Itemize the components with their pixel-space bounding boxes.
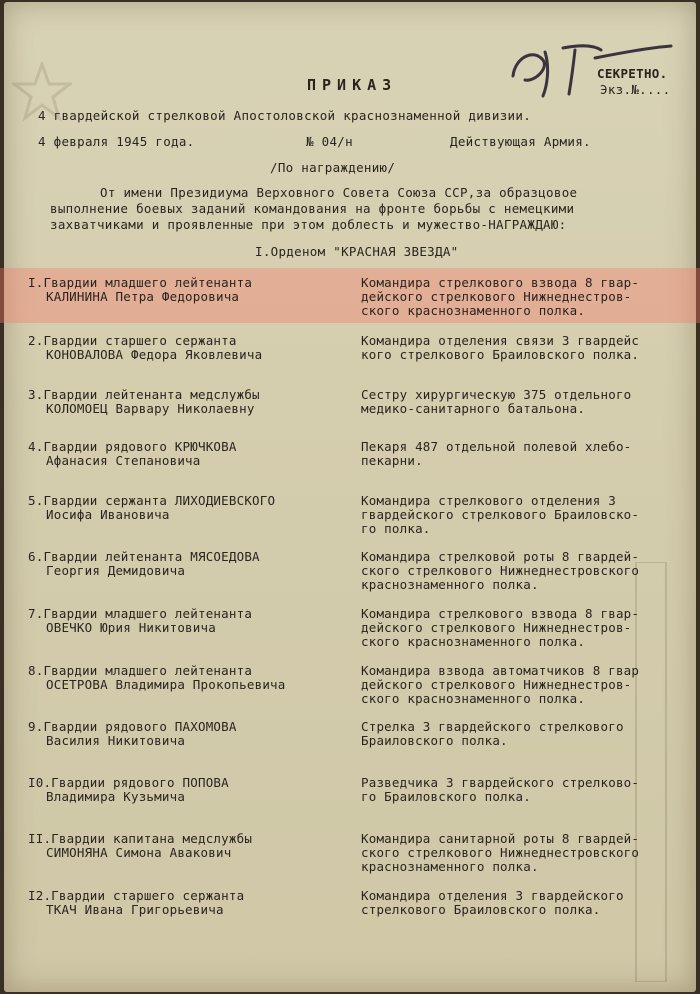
recipient-fullname: КОЛОМОЕЦ Варвару Николаевну: [46, 401, 255, 416]
recipient-fullname: КАЛИНИНА Петра Федоровича: [46, 289, 240, 304]
preamble-line-1: От имени Президиума Верховного Совета Союза ССР,за образцовое: [100, 185, 578, 200]
recipient-rank: 4.Гвардии рядового КРЮЧКОВА: [28, 439, 237, 454]
recipient-name: [28, 607, 348, 635]
document-title: ПРИКАЗ: [307, 76, 398, 94]
order-date: 4 февраля 1945 года.: [38, 134, 195, 149]
copy-number: Экз.№....: [600, 82, 671, 97]
recipient-name: [28, 334, 348, 362]
recipient-fullname: ОВЕЧКО Юрия Никитовича: [46, 620, 216, 635]
recipient-position: Командира взвода автоматчиков 8 гвар дейского стрелкового Нижнеднестров- ского краснознаменного полка.: [361, 663, 640, 706]
recipient-name: [28, 440, 348, 468]
recipient-rank: 6.Гвардии лейтенанта МЯСОЕДОВА: [28, 549, 260, 564]
recipient-fullname: Георгия Демидовича: [46, 563, 186, 578]
army-label: Действующая Армия.: [450, 134, 591, 149]
recipient-name: [28, 720, 348, 748]
recipient-fullname: Василия Никитовича: [46, 733, 186, 748]
recipient-name: [28, 494, 348, 522]
recipient-name: [28, 776, 348, 804]
recipient-name: [28, 388, 348, 416]
award-heading: I.Орденом "КРАСНАЯ ЗВЕЗДА": [255, 244, 459, 259]
recipient-position: Командира стрелкового отделения 3 гвардейского стрелкового Браиловско- го полка.: [361, 493, 640, 536]
recipient-position: Пекаря 487 отдельной полевой хлебо- пекарни.: [361, 439, 632, 468]
recipient-fullname: Афанасия Степановича: [46, 453, 201, 468]
preamble-line-2: выполнение боевых заданий командования на фронте борьбы с немецкими: [50, 201, 575, 216]
recipient-fullname: СИМОНЯНА Симона Авакович: [46, 845, 232, 860]
recipient-rank: 3.Гвардии лейтенанта медслужбы: [28, 387, 260, 402]
recipient-fullname: Иосифа Ивановича: [46, 507, 170, 522]
recipient-position: Разведчика 3 гвардейского стрелково- го Браиловского полка.: [361, 775, 640, 804]
recipient-rank: 9.Гвардии рядового ПАХОМОВА: [28, 719, 237, 734]
recipient-rank: I2.Гвардии старшего сержанта: [28, 888, 245, 903]
recipient-position: Командира отделения связи 3 гвардейс кого стрелкового Браиловского полка.: [361, 333, 640, 362]
recipient-rank: 5.Гвардии сержанта ЛИХОДИЕВСКОГО: [28, 493, 276, 508]
order-number: № 04/н: [306, 134, 353, 149]
recipient-position: Командира санитарной роты 8 гвардей- ского стрелкового Нижнеднестровского краснознаменного полка.: [361, 831, 640, 874]
recipient-fullname: ОСЕТРОВА Владимира Прокопьевича: [46, 677, 286, 692]
recipient-fullname: Владимира Кузьмича: [46, 789, 186, 804]
division-name: 4 гвардейской стрелковой Апостоловской краснознаменной дивизии.: [38, 108, 532, 123]
recipient-rank: I0.Гвардии рядового ПОПОВА: [28, 775, 229, 790]
recipient-name: [28, 889, 348, 917]
recipient-name: [28, 550, 348, 578]
recipient-name: [28, 276, 348, 304]
preamble-line-3: захватчиками и проявленные при этом доблесть и мужество-НАГРАЖДАЮ:: [50, 217, 567, 232]
secrecy-mark: СЕКРЕТНО.: [597, 66, 668, 81]
recipient-name: [28, 832, 348, 860]
recipient-rank: II.Гвардии капитана медслужбы: [28, 831, 253, 846]
recipient-position: Сестру хирургическую 375 отдельного медико-санитарного батальона.: [361, 387, 632, 416]
recipient-name: [28, 664, 348, 692]
recipient-position: Командира стрелкового взвода 8 гвар- дейского стрелкового Нижнеднестров- ского краснознаменного полка.: [361, 275, 640, 318]
recipient-position: Стрелка 3 гвардейского стрелкового Браиловского полка.: [361, 719, 624, 748]
recipient-position: Командира отделения 3 гвардейского стрелкового Браиловского полка.: [361, 888, 624, 917]
order-subject: /По награждению/: [270, 160, 396, 175]
recipient-rank: 2.Гвардии старшего сержанта: [28, 333, 237, 348]
recipient-fullname: КОНОВАЛОВА Федора Яковлевича: [46, 347, 263, 362]
recipient-rank: I.Гвардии младшего лейтенанта: [28, 275, 253, 290]
recipient-position: Командира стрелкового взвода 8 гвар- дейского стрелкового Нижнеднестров- ского краснознаменного полка.: [361, 606, 640, 649]
recipient-rank: 8.Гвардии младшего лейтенанта: [28, 663, 253, 678]
recipient-rank: 7.Гвардии младшего лейтенанта: [28, 606, 253, 621]
recipient-fullname: ТКАЧ Ивана Григорьевича: [46, 902, 224, 917]
recipient-position: Командира стрелковой роты 8 гвардей- ского стрелкового Нижнеднестровского краснознаменного полка.: [361, 549, 640, 592]
